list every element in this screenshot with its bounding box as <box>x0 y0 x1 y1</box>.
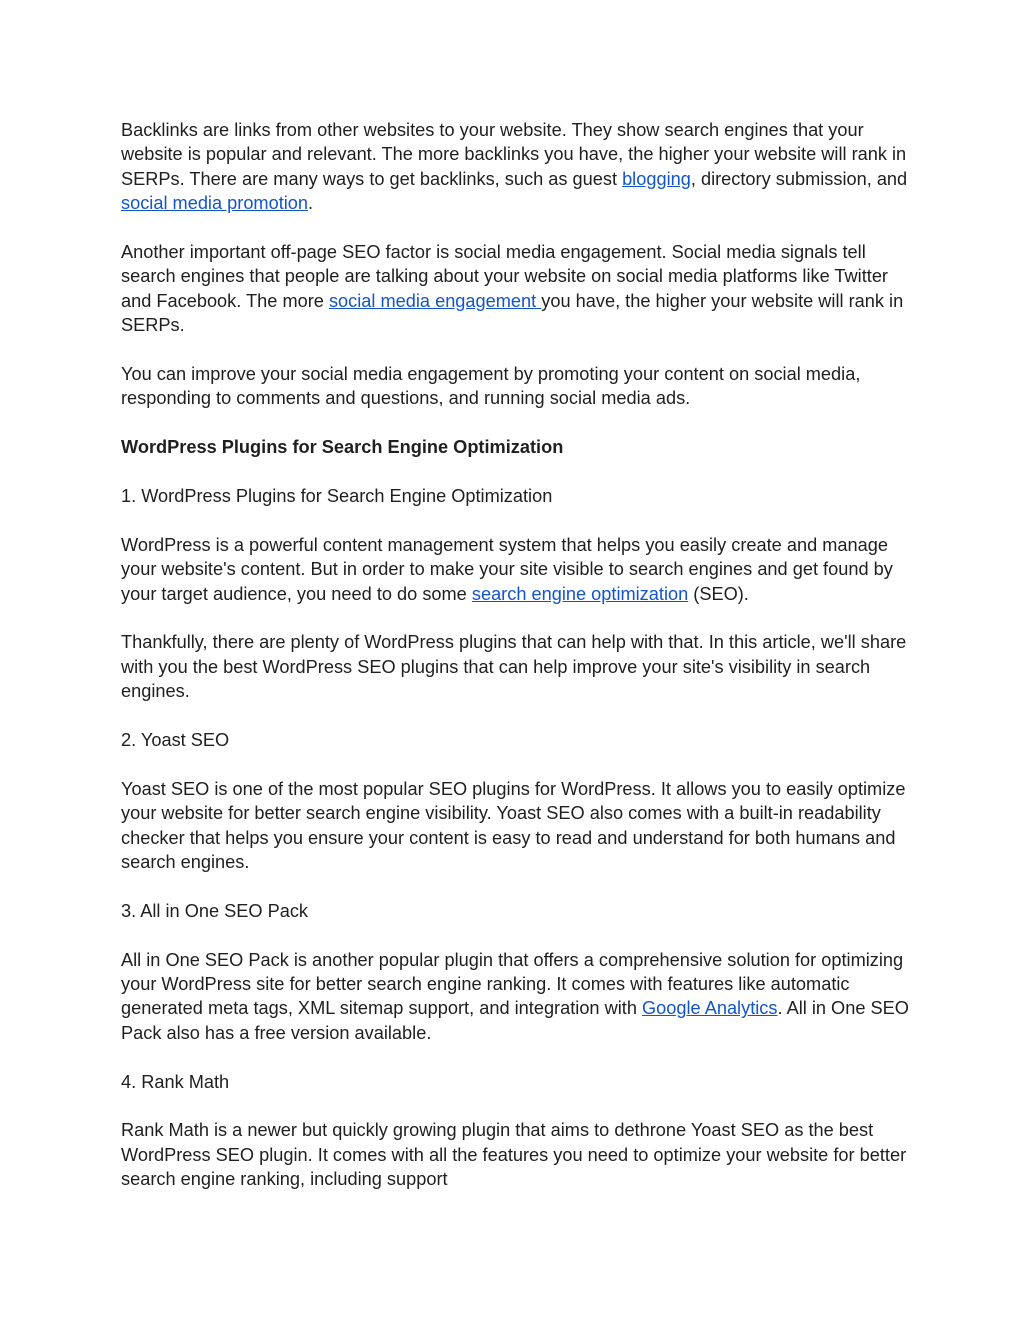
link-search-engine-optimization[interactable]: search engine optimization <box>471 583 689 604</box>
paragraph-text: Another important off-page SEO factor is social media engagement. Social media signals tell search engines that people are talking about your website on social media platforms like Twitter and Facebook. The more <box>121 242 888 311</box>
paragraph-text: , directory submission, and <box>690 168 908 189</box>
paragraph-all-in-one <box>121 948 921 1046</box>
paragraph-text: All in One SEO Pack is another popular plugin that offers a comprehensive solution for optimizing your WordPress site for better search engine ranking. It comes with features like automatic generated meta tags, XML sitemap support, and integration with <box>121 949 904 1019</box>
link-social-media-engagement[interactable]: social media engagement <box>328 290 542 311</box>
paragraph-text: you have, the higher your website will rank in SERPs. <box>121 290 904 336</box>
link-google-analytics[interactable]: Google Analytics <box>642 998 778 1019</box>
item-title-1: 1. WordPress Plugins for Search Engine Optimization <box>121 486 553 507</box>
paragraph-rank-math: Rank Math is a newer but quickly growing plugin that aims to dethrone Yoast SEO as the best WordPress SEO plugin. It comes with all the features you need to optimize your website for better search engine ranking, including support <box>121 1120 907 1190</box>
section-heading: WordPress Plugins for Search Engine Optimization <box>121 437 564 458</box>
paragraph-text: . <box>308 193 314 214</box>
paragraph-yoast: Yoast SEO is one of the most popular SEO plugins for WordPress. It allows you to easily optimize your website for better search engine visibility. Yoast SEO also comes with a built-in readability checker that helps you ensure your content is easy to read and understand for both humans and search engines. <box>121 778 906 873</box>
paragraph-backlinks <box>121 118 921 216</box>
item-title-4: 4. Rank Math <box>121 1071 230 1092</box>
paragraph-text: (SEO). <box>688 583 749 604</box>
paragraph-improve-engagement: You can improve your social media engagement by promoting your content on social media, responding to comments and questions, and running social media ads. <box>121 364 861 409</box>
paragraph-text: Backlinks are links from other websites to your website. They show search engines that your website is popular and relevant. The more backlinks you have, the higher your website will rank in SERPs. There are many ways to get backlinks, such as guest <box>121 120 907 189</box>
paragraph-text: . All in One SEO Pack also has a free version available. <box>121 998 909 1043</box>
paragraph-plugins-intro: Thankfully, there are plenty of WordPress plugins that can help with that. In this article, we'll share with you the best WordPress SEO plugins that can help improve your site's visibility in search engines. <box>121 632 907 702</box>
paragraph-social-engagement <box>121 240 921 338</box>
link-blogging[interactable]: blogging <box>622 168 691 189</box>
paragraph-wordpress-cms <box>121 533 921 606</box>
link-social-media-promotion[interactable]: social media promotion <box>121 193 309 214</box>
paragraph-text: WordPress is a powerful content management system that helps you easily create and manage your website's content. But in order to make your site visible to search engines and get found by your target audience, you need to do some <box>121 534 893 604</box>
item-title-2: 2. Yoast SEO <box>121 730 230 751</box>
document-body <box>121 118 921 1216</box>
item-title-3: 3. All in One SEO Pack <box>121 900 309 921</box>
